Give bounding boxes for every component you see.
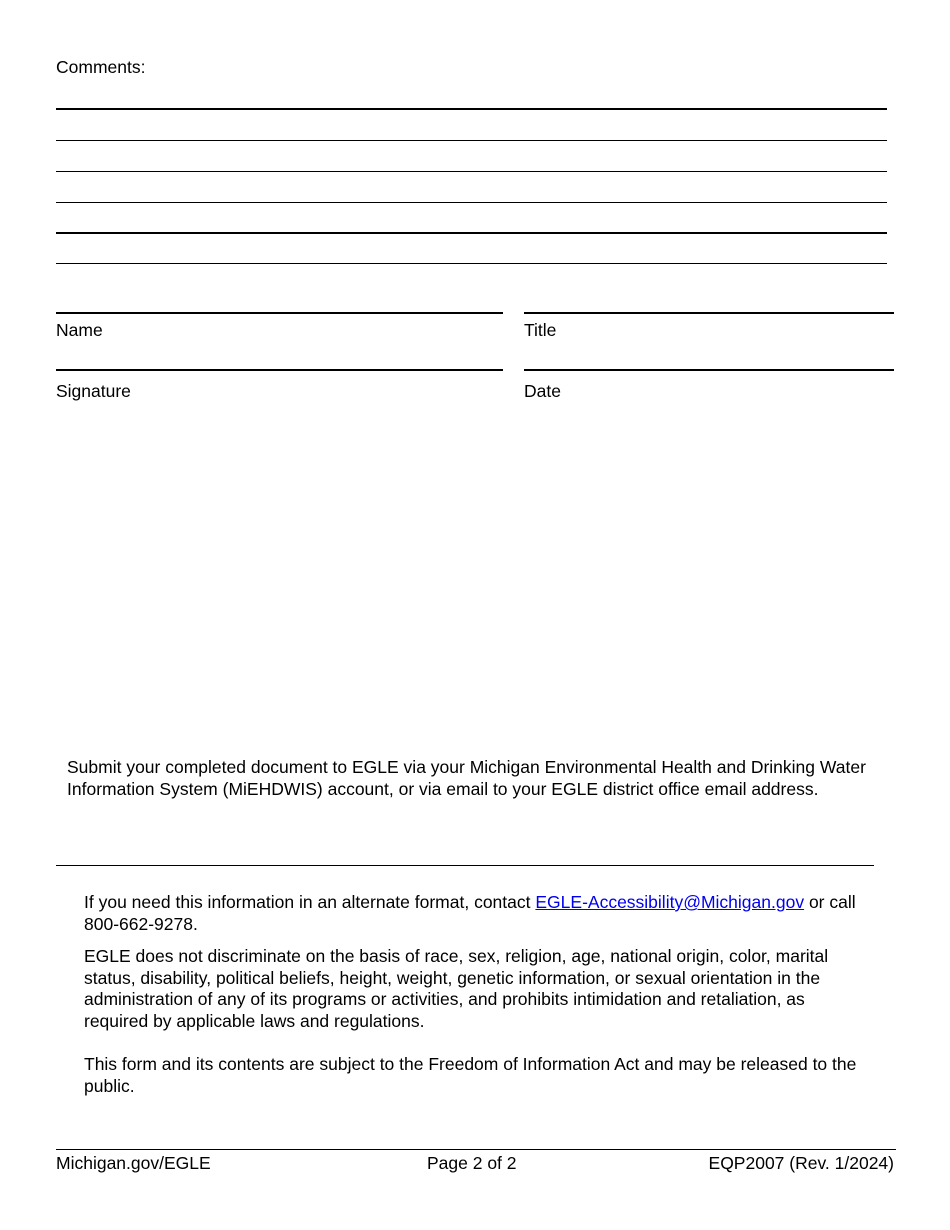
accessibility-text-before: If you need this information in an alternate format, contact xyxy=(84,892,536,912)
comment-line[interactable] xyxy=(56,202,887,203)
title-label: Title xyxy=(524,320,557,340)
section-divider xyxy=(56,865,874,866)
date-label: Date xyxy=(524,381,561,401)
signature-line[interactable] xyxy=(56,369,503,371)
comment-line[interactable] xyxy=(56,263,887,264)
title-line[interactable] xyxy=(524,312,894,314)
comment-line[interactable] xyxy=(56,171,887,172)
nondiscrimination-statement: EGLE does not discriminate on the basis of race, sex, religion, age, national origin, color, marital status, disability, political beliefs, height, weight, genetic information, or sexual orientation in the administration of any of its programs or activities, and prohibits intimidation and retaliation, as required by applicable laws and regulations. xyxy=(84,946,829,1031)
footer-form-id: EQP2007 (Rev. 1/2024) xyxy=(708,1153,894,1173)
name-label: Name xyxy=(56,320,103,340)
comments-label: Comments: xyxy=(56,57,146,77)
accessibility-email-link[interactable]: EGLE-Accessibility@Michigan.gov xyxy=(535,892,805,912)
name-line[interactable] xyxy=(56,312,503,314)
comment-line[interactable] xyxy=(56,108,887,110)
submit-note: Submit your completed document to EGLE via your Michigan Environmental Health and Drinking Water Information System (MiEHDWIS) account, or via email to your EGLE district office email address. xyxy=(67,757,866,799)
foia-statement: This form and its contents are subject to the Freedom of Information Act and may be released to the public. xyxy=(84,1054,857,1096)
footer-website: Michigan.gov/EGLE xyxy=(56,1153,211,1173)
comment-line[interactable] xyxy=(56,140,887,141)
footer-page-number: Page 2 of 2 xyxy=(427,1153,517,1173)
comment-line[interactable] xyxy=(56,232,887,234)
footer-divider xyxy=(56,1149,896,1150)
accessibility-note xyxy=(84,892,884,935)
accessibility-text-after: or call 800-662-9278. xyxy=(84,892,856,934)
date-line[interactable] xyxy=(524,369,894,371)
signature-label: Signature xyxy=(56,381,131,401)
